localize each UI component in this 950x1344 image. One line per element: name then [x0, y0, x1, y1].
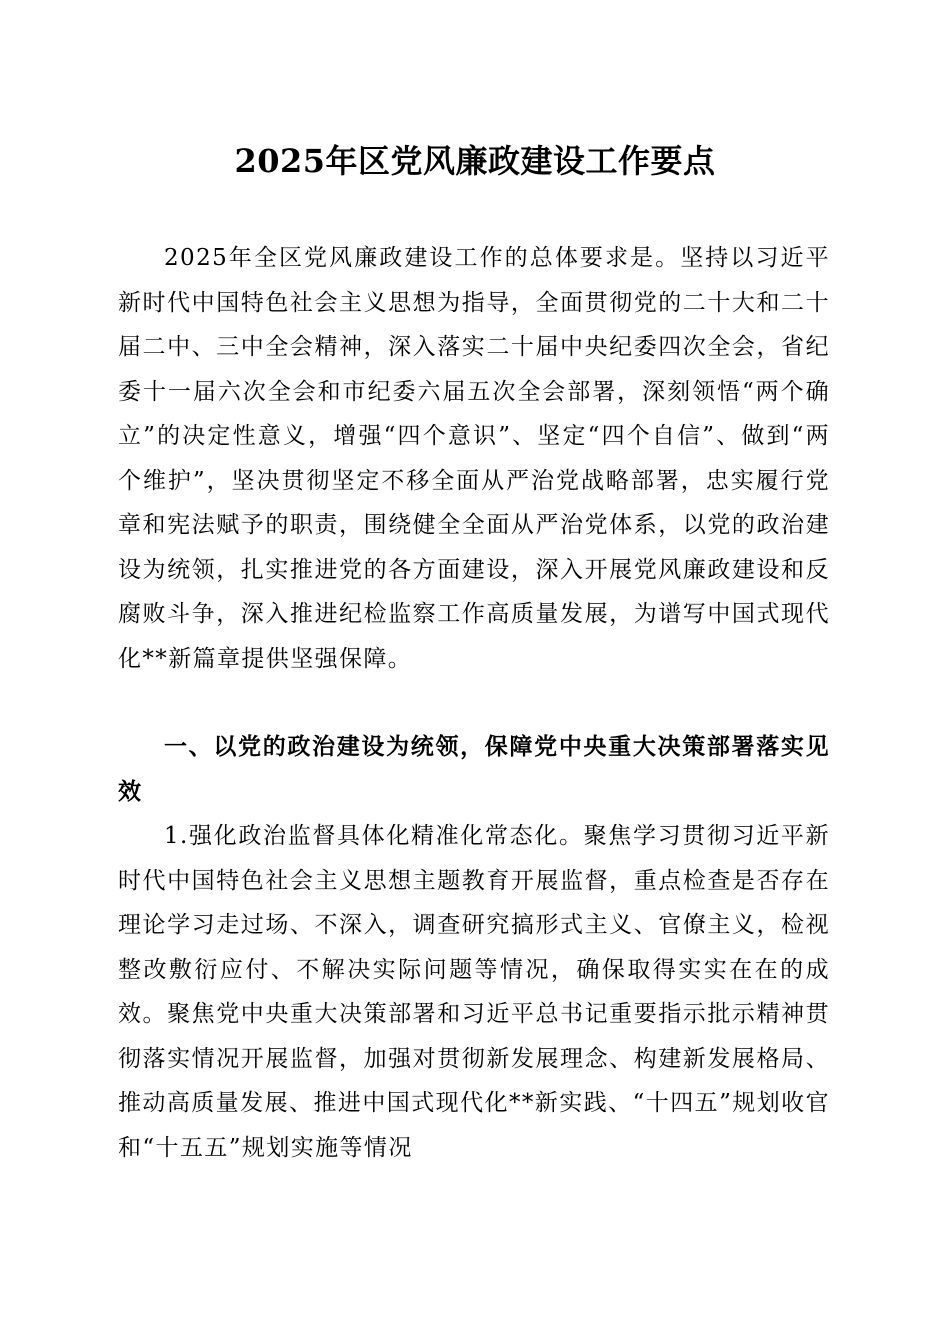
item-1-paragraph: 1.强化政治监督具体化精准化常态化。聚焦学习贯彻习近平新时代中国特色社会主义思想主题教育开展监督，重点检查是否存在理论学习走过场、不深入，调查研究搞形式主义、官僚主义，检视整改敷衍应付、不解决实际问题等情况，确保取得实实在在的成效。聚焦党中央重大决策部署和习近平总书记重要指示批示精神贯彻落实情况开展监督，加强对贯彻新发展理念、构建新发展格局、推动高质量发展、推进中国式现代化**新实践、“十四五”规划收官和“十五五”规划实施等情况 [118, 823, 830, 1161]
document-title: 2025年区党风廉政建设工作要点 [234, 142, 716, 180]
intro-paragraph: 2025年全区党风廉政建设工作的总体要求是。坚持以习近平新时代中国特色社会主义思想为指导，全面贯彻党的二十大和二十届二中、三中全会精神，深入落实二十届中央纪委四次全会，省纪委十一届六次全会和市纪委六届五次全会部署，深刻领悟“两个确立”的决定性意义，增强“四个意识”、坚定“四个自信”、做到“两个维护”，坚决贯彻坚定不移全面从严治党战略部署，忠实履行党章和宪法赋予的职责，围绕健全全面从严治党体系，以党的政治建设为统领，扎实推进党的各方面建设，深入开展党风廉政建设和反腐败斗争，深入推进纪检监察工作高质量发展，为谱写中国式现代化**新篇章提供坚强保障。 [118, 245, 830, 672]
section-1-block [118, 725, 830, 1170]
section-1-heading: 一、以党的政治建设为统领，保障党中央重大决策部署落实见效 [118, 734, 830, 805]
intro-block [118, 236, 830, 681]
